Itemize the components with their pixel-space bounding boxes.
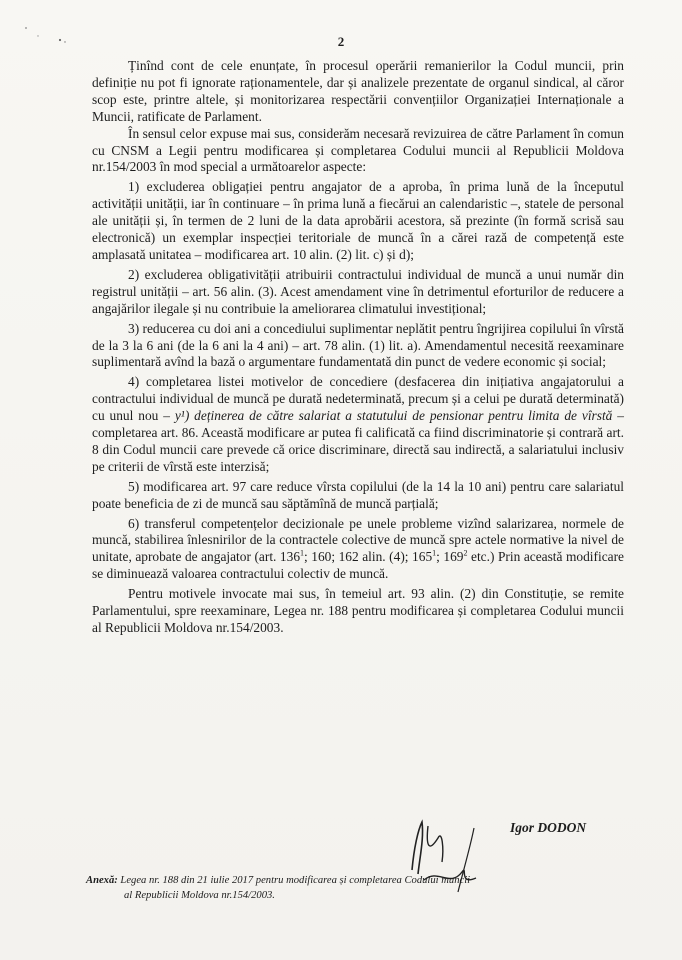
paragraph-item-1: 1) excluderea obligației pentru angajator de a aproba, în prima lună de la începutul activității unității, iar în continuare – în prima lună a fiecărui an calendaristic –, statele de personal ale unității și, în termen de 2 luni de la data aprobării acestora, să prezinte (în formă scrisă sau electronică) un exemplar inspecției teritoriale de muncă în a cărei rază de competență este amplasată unitatea – modificarea art. 10 alin. (2) lit. c) și d);: [92, 179, 624, 262]
paragraph-item-3: 3) reducerea cu doi ani a concediului suplimentar neplătit pentru îngrijirea copilului în vîrstă de la 3 la 6 ani (de la 6 ani la 4 ani) – art. 78 alin. (1) lit. a). Amendamentul necesită reexaminare suplimentară avînd la bază o argumentare fundamentată din punct de vedere economic și social;: [92, 320, 624, 370]
item-4-text: 4) completarea listei motivelor de concediere (desfacerea din inițiativa angajatorului a contractului individual de muncă pe durată nedeterminată, precum și a celui pe durată determinată) cu unul nou –: [92, 374, 624, 424]
paragraph-item-4: [92, 374, 624, 475]
item-4-rest: – completarea art. 86. Această modificare ar putea fi calificată ca fiind discriminatorie și contrară art. 8 din Codul muncii care prevede că orice discriminare, directă sau indirectă, a salariatului inclusiv pe criterii de vîrstă este interzisă;: [92, 408, 624, 474]
signer-name: Igor DODON: [510, 820, 587, 835]
paragraph-intro: Ținînd cont de cele enunțate, în procesul operării remanierilor la Codul muncii, prin definiție nu pot fi ignorate raționamentele, dar și analizele prezentate de organul sindical, al căror scop este, printre altele, și monitorizarea respectării convențiilor Organizației Internaționale a Muncii, ratificate de Parlament.: [92, 58, 624, 124]
annex-label: Anexă:: [86, 875, 118, 886]
paragraph-item-6: [92, 516, 624, 584]
item-6-sup-3: 2: [463, 548, 468, 558]
annex-note: [86, 873, 646, 903]
item-4-new-ground: y¹) deținerea de către salariat a statutului de pensionar pentru limita de vîrstă: [174, 408, 613, 424]
annex-text-1: Legea nr. 188 din 21 iulie 2017 pentru modificarea și completarea Codului muncii: [117, 875, 471, 886]
letter-body: [92, 58, 624, 637]
paragraph-item-2: 2) excluderea obligativității atribuirii contractului individual de muncă a unui număr din registrul unității – art. 56 alin. (3). Acest amendament vine în detrimentul eforturilor de reducere a angajărilor ilegale și nu contribuie la ameliorarea climatului investițional;: [92, 266, 624, 316]
item-6-part-b: ; 169: [436, 549, 464, 565]
paragraph-item-5: 5) modificarea art. 97 care reduce vîrsta copilului (de la 14 la 10 ani) pentru care salariatul poate beneficia de zi de muncă sau săptămînă de muncă parțială;: [92, 478, 624, 511]
paragraph-conclusion: Pentru motivele invocate mai sus, în temeiul art. 93 alin. (2) din Constituție, se remite Parlamentului, spre reexaminare, Legea nr. 188 pentru modificarea și completarea Codului muncii al Republicii Moldova nr.154/2003.: [92, 586, 624, 635]
item-6-sup-2: 1: [432, 548, 437, 558]
item-6-text: 6) transferul competențelor decizionale pe unele probleme vizînd salarizarea, normele de muncă, stabilirea înlesnirilor de la contractele colective de muncă spre actele normative la nivel de unitate, aprobate de angajator (art. 136: [92, 515, 624, 565]
annex-line-2: al Republicii Moldova nr.154/2003.: [124, 890, 275, 901]
item-6-sup-1: 1: [300, 548, 305, 558]
item-6-part-c: etc.) Prin această modificare se diminuează valoarea contractului colectiv de muncă.: [92, 549, 624, 582]
paragraph-aspects: În sensul celor expuse mai sus, considerăm necesară revizuirea de către Parlament în comun cu CNSM a Legii pentru modificarea și completarea Codului muncii al Republicii Moldova nr.154/2003 în mod special a următoarelor aspecte:: [92, 125, 624, 175]
item-6-part-a: ; 160; 162 alin. (4); 165: [304, 549, 433, 565]
annex-line-1: [86, 873, 646, 888]
page-number: 2: [337, 34, 345, 49]
